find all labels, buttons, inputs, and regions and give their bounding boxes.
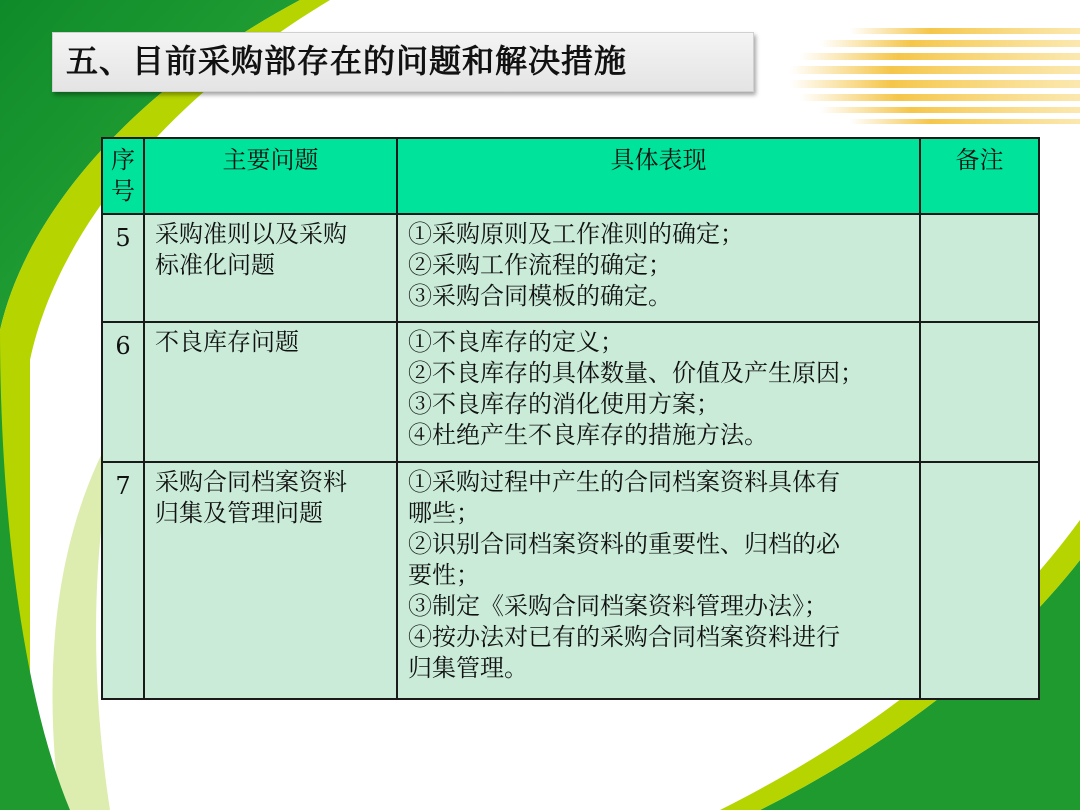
detail-line: ④按办法对已有的采购合同档案资料进行 [408, 623, 840, 651]
detail-line: ①采购过程中产生的合同档案资料具体有 [408, 468, 840, 496]
row-seq: 7 [102, 462, 144, 699]
problem-line: 不良库存问题 [155, 328, 299, 356]
row-seq: 5 [102, 214, 144, 322]
table-header-row [102, 138, 1039, 214]
problem-line: 归集及管理问题 [155, 499, 323, 527]
row-detail [397, 322, 920, 462]
header-detail: 具体表现 [397, 138, 920, 214]
header-seq: 序号 [102, 138, 144, 214]
row-problem [144, 462, 397, 699]
detail-line: ①不良库存的定义； [408, 328, 624, 356]
table-row [102, 322, 1039, 462]
row-note [920, 214, 1039, 322]
table-row [102, 462, 1039, 699]
header-problem: 主要问题 [144, 138, 397, 214]
row-note [920, 322, 1039, 462]
detail-line: 哪些； [408, 499, 480, 527]
row-problem [144, 214, 397, 322]
detail-line: ③不良库存的消化使用方案； [408, 390, 720, 418]
problem-line: 采购准则以及采购 [155, 220, 347, 248]
detail-line: ④杜绝产生不良库存的措施方法。 [408, 421, 768, 449]
detail-line: ①采购原则及工作准则的确定； [408, 220, 744, 248]
problem-line: 标准化问题 [155, 251, 275, 279]
row-seq: 6 [102, 322, 144, 462]
row-detail [397, 462, 920, 699]
header-note: 备注 [920, 138, 1039, 214]
detail-line: ③制定《采购合同档案资料管理办法》； [408, 592, 828, 620]
detail-line: ②不良库存的具体数量、价值及产生原因； [408, 359, 864, 387]
slide-title: 五、目前采购部存在的问题和解决措施 [66, 42, 628, 80]
problems-table [101, 137, 1040, 700]
row-detail [397, 214, 920, 322]
row-note [920, 462, 1039, 699]
problem-line: 采购合同档案资料 [155, 468, 347, 496]
orange-stripes [790, 28, 1080, 124]
detail-line: ②采购工作流程的确定； [408, 251, 672, 279]
detail-line: ②识别合同档案资料的重要性、归档的必 [408, 530, 840, 558]
detail-line: 要性； [408, 561, 480, 589]
row-problem [144, 322, 397, 462]
detail-line: 归集管理。 [408, 654, 528, 682]
detail-line: ③采购合同模板的确定。 [408, 282, 672, 310]
table-row [102, 214, 1039, 322]
